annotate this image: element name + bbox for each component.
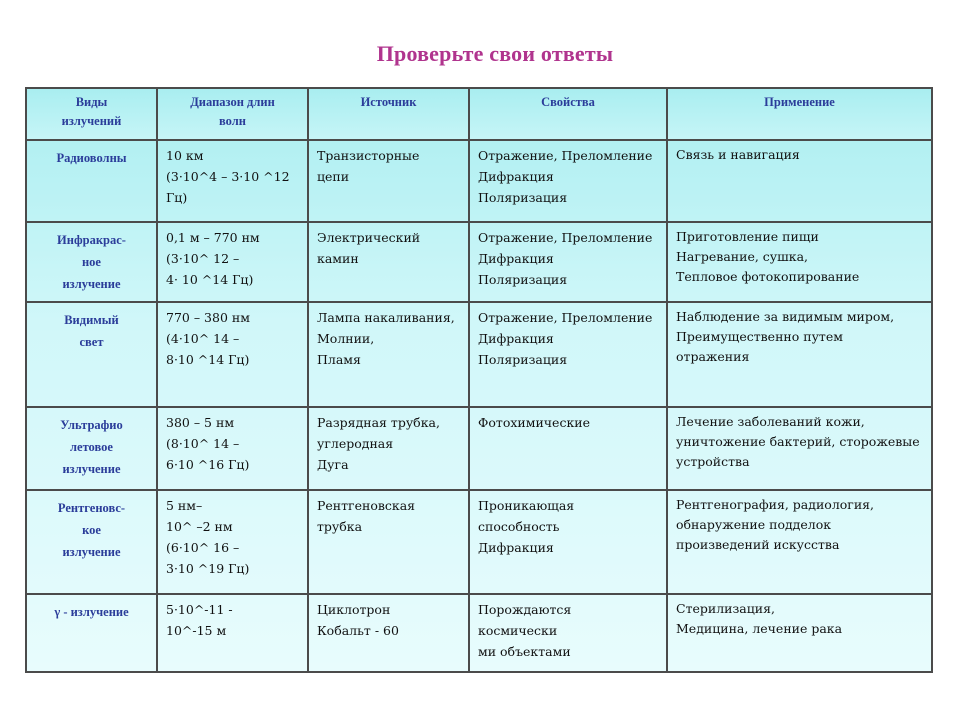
cell-type-line: Видимый <box>64 313 119 327</box>
cell-range-line: (8·10^ 14 – <box>166 436 240 451</box>
cell-type-line: излучение <box>62 277 121 291</box>
cell-application-line: Тепловое фотокопирование <box>676 269 860 284</box>
header-source-line: Источник <box>360 95 417 109</box>
cell-application-line: Наблюдение за видимым миром, <box>676 309 895 324</box>
cell-type <box>26 490 157 594</box>
cell-source-line: Кобальт - 60 <box>317 623 399 638</box>
cell-source <box>308 490 469 594</box>
cell-properties-line: Отражение, Преломление <box>478 148 653 163</box>
cell-application-line: произведений искусства <box>676 537 840 552</box>
cell-source <box>308 140 469 222</box>
table-row <box>26 490 932 594</box>
table-body <box>26 140 932 672</box>
cell-source <box>308 302 469 407</box>
cell-range-line: 10 км <box>166 148 204 163</box>
header-properties-line: Свойства <box>541 95 595 109</box>
cell-type-line: Рентгеновс- <box>57 501 126 515</box>
cell-properties-line: Дифракция <box>478 169 554 184</box>
cell-range-line: 770 – 380 нм <box>166 310 250 325</box>
cell-source-line: трубка <box>317 519 363 534</box>
cell-properties-line: способность <box>478 519 560 534</box>
cell-source-line: цепи <box>317 169 350 184</box>
cell-source-line: Лампа накаливания, <box>317 310 455 325</box>
cell-application-line: Приготовление пищи <box>676 229 819 244</box>
cell-application-line: Рентгенография, радиология, <box>676 497 875 512</box>
header-type-line: Виды <box>75 95 108 109</box>
cell-source-line: камин <box>317 251 359 266</box>
cell-source-line: Пламя <box>317 352 361 367</box>
cell-properties-line: Поляризация <box>478 352 568 367</box>
cell-properties-line: Проникающая <box>478 498 575 513</box>
cell-application-line: Нагревание, сушка, <box>676 249 809 264</box>
cell-range-line: Гц) <box>166 190 188 205</box>
cell-application-line: Стерилизация, <box>676 601 775 616</box>
cell-range <box>157 490 308 594</box>
cell-range-line: 8·10 ^14 Гц) <box>166 352 250 367</box>
cell-range-line: (3·10^ 12 – <box>166 251 240 266</box>
cell-application <box>667 594 932 672</box>
cell-range-line: 6·10 ^16 Гц) <box>166 457 250 472</box>
cell-type <box>26 407 157 490</box>
cell-range-line: 4· 10 ^14 Гц) <box>166 272 254 287</box>
cell-type-line: летовое <box>70 440 113 454</box>
cell-type-line: кое <box>82 523 101 537</box>
cell-source-line: Транзисторные <box>317 148 420 163</box>
cell-properties <box>469 222 667 302</box>
cell-type-line: свет <box>79 335 104 349</box>
cell-range <box>157 594 308 672</box>
table-row <box>26 140 932 222</box>
cell-range-line: 5 нм– <box>166 498 203 513</box>
cell-application-line: обнаружение подделок <box>676 517 832 532</box>
cell-range-line: 5·10^-11 - <box>166 602 233 617</box>
cell-type <box>26 302 157 407</box>
cell-range-line: 380 – 5 нм <box>166 415 235 430</box>
cell-type-line: Радиоволны <box>56 151 127 165</box>
cell-source-line: Дуга <box>317 457 349 472</box>
cell-properties-line: Дифракция <box>478 251 554 266</box>
cell-range <box>157 302 308 407</box>
table-row <box>26 222 932 302</box>
cell-application <box>667 407 932 490</box>
cell-properties-line: Поляризация <box>478 190 568 205</box>
table-row <box>26 594 932 672</box>
cell-application-line: Медицина, лечение рака <box>676 621 843 636</box>
cell-type <box>26 222 157 302</box>
header-range-line: волн <box>219 114 246 128</box>
cell-type-line: излучение <box>62 462 121 476</box>
cell-source <box>308 594 469 672</box>
cell-application-line: уничтожение бактерий, сторожевые <box>676 434 920 449</box>
cell-range-line: (6·10^ 16 – <box>166 540 240 555</box>
cell-source-line: Электрический <box>317 230 421 245</box>
cell-range-line: (4·10^ 14 – <box>166 331 240 346</box>
cell-range <box>157 407 308 490</box>
header-application <box>667 88 932 140</box>
cell-properties-line: Отражение, Преломление <box>478 310 653 325</box>
cell-type-line: Инфракрас- <box>57 233 126 247</box>
cell-application-line: отражения <box>676 349 750 364</box>
cell-range <box>157 222 308 302</box>
cell-source <box>308 222 469 302</box>
cell-application <box>667 490 932 594</box>
cell-properties-line: Дифракция <box>478 331 554 346</box>
cell-properties-line: ми объектами <box>478 644 571 659</box>
cell-application-line: Лечение заболеваний кожи, <box>676 414 865 429</box>
header-type-line: излучений <box>61 114 122 128</box>
cell-source-line: Циклотрон <box>317 602 391 617</box>
cell-source <box>308 407 469 490</box>
cell-source-line: Разрядная трубка, <box>317 415 440 430</box>
cell-properties-line: Отражение, Преломление <box>478 230 653 245</box>
cell-application-line: Преимущественно путем <box>676 329 843 344</box>
cell-properties <box>469 302 667 407</box>
cell-properties-line: Дифракция <box>478 540 554 555</box>
header-application-line: Применение <box>764 95 835 109</box>
cell-type-line: излучение <box>62 545 121 559</box>
cell-type <box>26 140 157 222</box>
cell-application-line: устройства <box>676 454 750 469</box>
cell-type-line: ное <box>81 255 101 269</box>
cell-range-line: 3·10 ^19 Гц) <box>166 561 250 576</box>
table-row <box>26 302 932 407</box>
header-properties <box>469 88 667 140</box>
header-source <box>308 88 469 140</box>
cell-application-line: Связь и навигация <box>676 147 800 162</box>
cell-properties <box>469 407 667 490</box>
cell-source-line: Рентгеновская <box>317 498 416 513</box>
cell-application <box>667 302 932 407</box>
cell-range <box>157 140 308 222</box>
cell-type-line: γ - излучение <box>54 605 129 619</box>
header-type <box>26 88 157 140</box>
cell-source-line: Молнии, <box>317 331 375 346</box>
cell-range-line: 10^-15 м <box>166 623 227 638</box>
cell-range-line: 10^ –2 нм <box>166 519 233 534</box>
cell-properties <box>469 490 667 594</box>
page-title: Проверьте свои ответы <box>376 41 614 66</box>
cell-application <box>667 222 932 302</box>
header-range <box>157 88 308 140</box>
header-row <box>26 88 932 140</box>
table-row <box>26 407 932 490</box>
cell-range-line: (3·10^4 – 3·10 ^12 <box>166 169 290 184</box>
header-range-line: Диапазон длин <box>190 95 275 109</box>
cell-application <box>667 140 932 222</box>
cell-source-line: углеродная <box>317 436 394 451</box>
cell-properties <box>469 594 667 672</box>
cell-properties-line: Порождаются <box>478 602 572 617</box>
cell-properties-line: Поляризация <box>478 272 568 287</box>
cell-properties-line: космически <box>478 623 558 638</box>
radiation-table <box>25 87 933 673</box>
cell-properties-line: Фотохимические <box>478 415 590 430</box>
cell-properties <box>469 140 667 222</box>
cell-type-line: Ультрафио <box>60 418 123 432</box>
cell-type <box>26 594 157 672</box>
cell-range-line: 0,1 м – 770 нм <box>166 230 260 245</box>
